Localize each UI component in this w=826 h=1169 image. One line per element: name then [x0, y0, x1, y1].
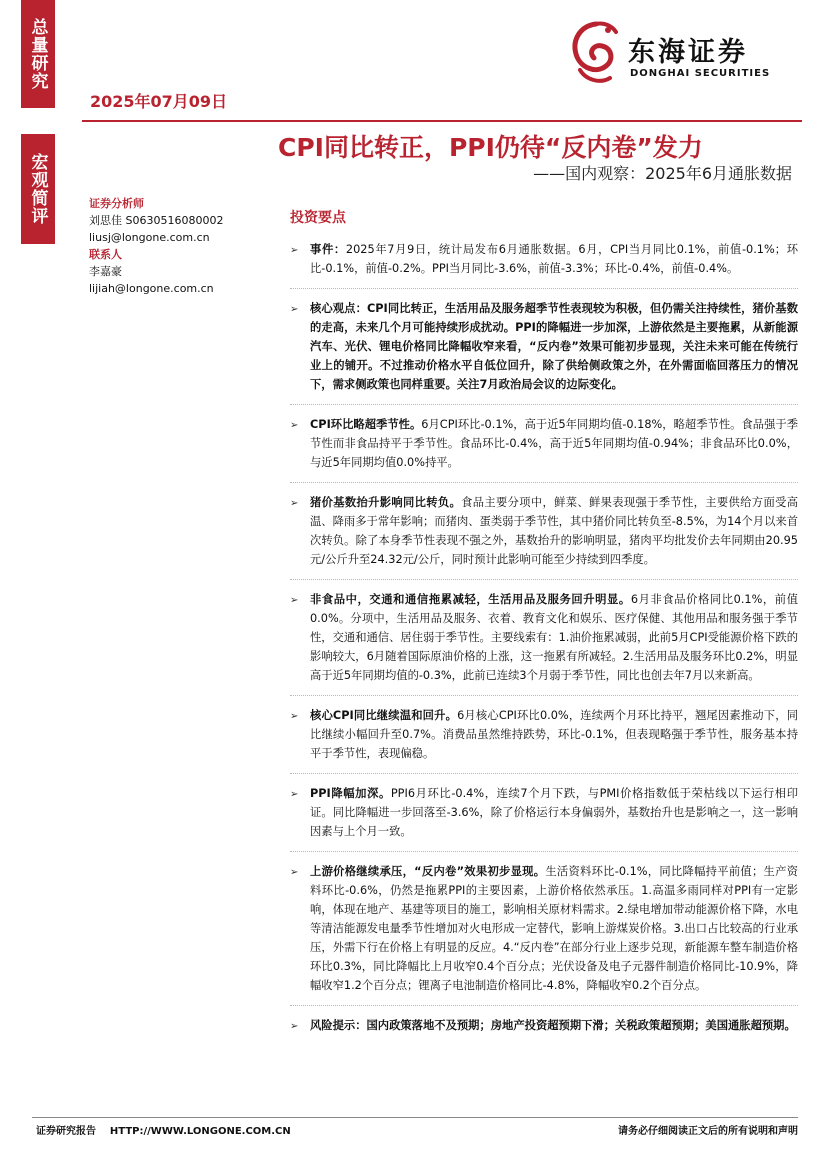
- analyst-info: [89, 195, 269, 297]
- bullet-body: 6月核心CPI环比0.0%，连续两个月环比持平，翘尾因素推动下，同比继续小幅回升至0.7%。消费品虽然维持跌势，环比-0.1%，但表现略强于季节性，服务基本持平于季节性，表现偏稳。: [310, 709, 798, 760]
- header-divider: [82, 120, 802, 122]
- arrow-bullet-icon: ➢: [290, 420, 299, 431]
- footer-divider: [32, 1117, 798, 1118]
- bullet-risk: [290, 1016, 798, 1046]
- bullet-body: 6月非食品价格同比0.1%，前值0.0%。分项中，生活用品及服务、衣着、教育文化和娱乐、医疗保健、其他用品和服务强于季节性，交通和通信、居住弱于季节性。主要线索有：1.油价拖累减弱，此前5月CPI受能源价格下跌的影响较大，6月随着国际原油价格的上涨，这一拖累有所减轻。2.生活用品及服务环比0.2%，明显高于近5年同期均值的-0.3%，此前已连续3个月弱于季节性，同比也创去年7月以来新高。: [310, 593, 798, 682]
- contact-label: 联系人: [89, 248, 122, 261]
- side-tag-category: 总量研究: [21, 0, 55, 108]
- footer-disclaimer: 请务必仔细阅读正文后的所有说明和声明: [618, 1126, 798, 1137]
- side-tag-type: 宏观简评: [21, 134, 55, 244]
- bullet-body: 生活资料环比-0.1%，同比降幅持平前值；生产资料环比-0.6%，仍然是拖累PPI的主要因素，上游价格依然承压。1.高温多雨同样对PPI有一定影响，体现在地产、基建等项目的施工，影响相关原材料需求。2.绿电增加带动能源价格下降，水电等清洁能源发电量季节性增加对火电形成一定替代，影响上游煤炭价格。3.出口占比较高的行业承压，外需下行在价格上有明显的反应。4.“反内卷”在部分行业上逐步兑现，新能源车整车制造价格环比0.3%，同比降幅比上月收窄0.4个百分点；光伏设备及电子元器件制造价格同比-10.9%，降幅收窄1.2个百分点；锂离子电池制造价格同比-4.8%，降幅收窄0.2个百分点。: [310, 865, 798, 992]
- bullet-head: PPI降幅加深。: [310, 787, 391, 800]
- analyst-email: liusj@longone.com.cn: [89, 231, 210, 244]
- arrow-bullet-icon: ➢: [290, 711, 299, 722]
- bullet-core-view: [290, 299, 798, 405]
- bullet-body: 6月CPI环比-0.1%，高于近5年同期均值-0.18%，略超季节性。食品强于季节性而非食品持平于季节性。食品环比-0.4%，高于近5年同期均值-0.94%；非食品环比0.0%，与近5年同期均值0.0%持平。: [310, 418, 798, 469]
- arrow-bullet-icon: ➢: [290, 867, 299, 878]
- bullet-head: CPI环比略超季节性。: [310, 418, 422, 431]
- footer-website: 证券研究报告 HTTP://WWW.LONGONE.COM.CN: [36, 1126, 291, 1137]
- brand-name-cn: 东海证券: [628, 37, 748, 68]
- dragon-emblem-icon: [566, 18, 624, 86]
- section-title: 投资要点: [290, 210, 346, 226]
- brand-logo: [566, 18, 796, 88]
- key-points-list: [290, 240, 798, 1056]
- contact-name: 李嘉豪: [89, 265, 122, 278]
- bullet-head: 核心CPI同比继续温和回升。: [310, 709, 458, 722]
- bullet-cpi-mom: [290, 415, 798, 483]
- arrow-bullet-icon: ➢: [290, 789, 299, 800]
- contact-email: lijiah@longone.com.cn: [89, 282, 214, 295]
- arrow-bullet-icon: ➢: [290, 595, 299, 606]
- report-title: CPI同比转正，PPI仍待“反内卷”发力: [278, 133, 703, 162]
- bullet-head: 事件：: [310, 243, 346, 256]
- arrow-bullet-icon: ➢: [290, 245, 299, 256]
- bullet-head: 风险提示：国内政策落地不及预期；房地产投资超预期下滑；关税政策超预期；美国通胀超预期。: [310, 1019, 796, 1032]
- bullet-head: 核心观点：: [310, 302, 367, 315]
- arrow-bullet-icon: ➢: [290, 498, 299, 509]
- bullet-core-cpi: [290, 706, 798, 774]
- bullet-head: 非食品中，交通和通信拖累减轻，生活用品及服务回升明显。: [310, 593, 631, 606]
- bullet-body: CPI同比转正，生活用品及服务超季节性表现较为积极，但仍需关注持续性，猪价基数的走高，未来几个月可能持续形成扰动。PPI的降幅进一步加深，上游依然是主要拖累，从新能源汽车、光伏、锂电价格同比降幅收窄来看，“反内卷”效果可能初步显现，关注未来可能在传统行业上的铺开。不过推动价格水平自低位回升，除了供给侧政策之外，在外需面临回落压力的情况下，需求侧政策也同样重要。关注7月政治局会议的边际变化。: [310, 302, 798, 391]
- bullet-body: 食品主要分项中，鲜菜、鲜果表现强于季节性，主要供给方面受高温、降雨多于常年影响；而猪肉、蛋类弱于季节性，其中猪价同比转负至-8.5%，为14个月以来首次转负。除了本身季节性表现不强之外，基数抬升的影响明显，猪肉平均批发价去年同期由20.95元/公斤升至24.32元/公斤，同时预计此影响可能至少持续到四季度。: [310, 496, 798, 566]
- analyst-name-code: 刘思佳 S0630516080002: [89, 214, 224, 227]
- bullet-non-food: [290, 590, 798, 696]
- bullet-head: 猪价基数抬升影响同比转负。: [310, 496, 462, 509]
- report-subtitle: ——国内观察：2025年6月通胀数据: [533, 164, 792, 183]
- arrow-bullet-icon: ➢: [290, 1021, 299, 1032]
- arrow-bullet-icon: ➢: [290, 304, 299, 315]
- report-date: 2025年07月09日: [90, 92, 228, 111]
- bullet-event: [290, 240, 798, 289]
- bullet-body: PPI6月环比-0.4%，连续7个月下跌，与PMI价格指数低于荣枯线以下运行相印证。同比降幅进一步回落至-3.6%，除了价格运行本身偏弱外，基数抬升也是影响之一，这一影响因素与上个月一致。: [310, 787, 798, 838]
- analyst-label: 证券分析师: [89, 197, 144, 210]
- brand-name-en: DONGHAI SECURITIES: [630, 68, 771, 79]
- bullet-pork-base: [290, 493, 798, 580]
- bullet-head: 上游价格继续承压，“反内卷”效果初步显现。: [310, 865, 546, 878]
- bullet-body: 2025年7月9日，统计局发布6月通胀数据。6月，CPI当月同比0.1%，前值-0.1%；环比-0.1%，前值-0.2%。PPI当月同比-3.6%，前值-3.3%；环比-0.4%，前值-0.4%。: [310, 243, 798, 275]
- bullet-upstream: [290, 862, 798, 1006]
- bullet-ppi: [290, 784, 798, 852]
